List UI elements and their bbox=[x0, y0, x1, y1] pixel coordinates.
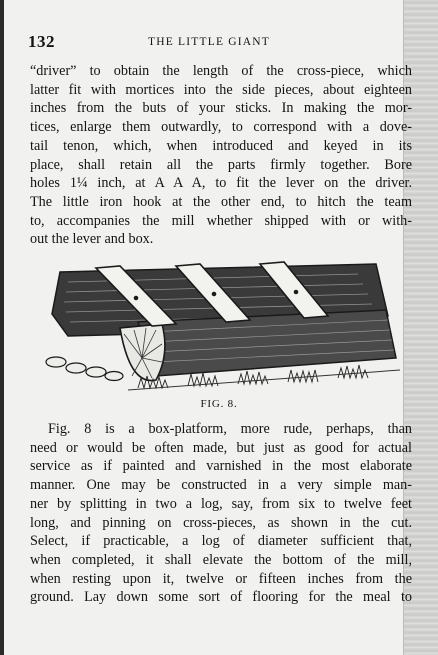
text-line: when resting upon it, twelve or fifteen inches from the bbox=[30, 570, 412, 587]
running-head: THE LITTLE GIANT bbox=[148, 36, 271, 48]
text-line: Fig. 8 is a box-platform, more rude, perhaps, than bbox=[48, 421, 412, 437]
text-line: Select, if practicable, a log of diameter sufficient that, bbox=[30, 533, 412, 550]
page-number: 132 bbox=[28, 32, 55, 51]
text-line: tail tenon, which, when introduced and keyed in its bbox=[30, 137, 412, 154]
text-line: inches from the buts of your sticks. In making the mor- bbox=[30, 100, 412, 117]
paragraph-1 bbox=[30, 62, 412, 249]
text-line: out the lever and box. bbox=[30, 231, 154, 248]
figure-caption: FIG. 8. bbox=[200, 398, 238, 410]
text-line: when completed, it shall elevate the bottom of the mill, bbox=[30, 551, 412, 568]
text-line: ground. Lay down some sort of flooring for the meal to bbox=[30, 589, 412, 606]
text-line: tices, enlarge them outwardly, to correspond with a dove- bbox=[30, 119, 412, 136]
text-line: to, accompanies the mill whether shipped with or with- bbox=[30, 212, 412, 229]
text-line: service as if painted and varnished in the most elaborate bbox=[30, 458, 412, 475]
text-line: place, shall retain all the parts firmly together. Bore bbox=[30, 156, 412, 173]
text-line: ner by splitting in two a log, say, from six to twelve feet bbox=[30, 495, 412, 512]
text-line: The little iron hook at the other end, to hitch the team bbox=[30, 193, 412, 210]
paragraph-2 bbox=[30, 420, 412, 607]
text-line: manner. One may be constructed in a very simple man- bbox=[30, 477, 412, 494]
text-line: need or would be often made, but just as good for actual bbox=[30, 439, 412, 456]
text-line: long, and pinning on cross-pieces, as shown in the cut. bbox=[30, 514, 412, 531]
page-left-edge bbox=[0, 0, 4, 655]
box-platform-illustration bbox=[38, 258, 410, 404]
text-line: latter fit with mortices into the side pieces, about eighteen bbox=[30, 81, 412, 98]
text-line: “driver” to obtain the length of the cross-piece, which bbox=[30, 63, 412, 79]
text-line: holes 1¼ inch, at A A A, to fit the lever on the driver. bbox=[30, 175, 412, 192]
page-header bbox=[28, 32, 408, 54]
